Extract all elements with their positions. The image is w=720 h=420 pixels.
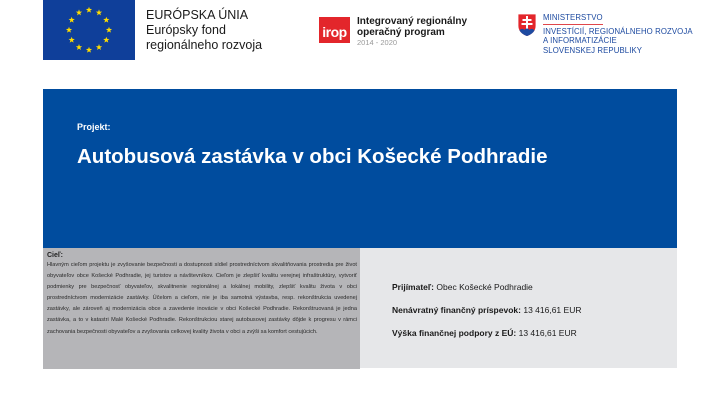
eu-logo-line: EURÓPSKA ÚNIA <box>146 8 249 22</box>
grant-row <box>392 305 581 315</box>
goal-section <box>43 248 360 369</box>
project-banner <box>43 89 677 248</box>
irop-logo-line: operačný program <box>357 27 445 38</box>
ministry-line: A INFORMATIZÁCIE <box>543 36 617 45</box>
grant-label: Nenávratný finančný príspevok: <box>392 305 521 315</box>
eu-logo-line: Európsky fond <box>146 23 226 37</box>
recipient-value: Obec Košecké Podhradie <box>436 282 533 292</box>
goal-text: Hlavným cieľom projektu je zvyšovanie bezpečnosti a dostupnosti sídiel prostredníctvom skvalitňovania prostredia pre život obyvateľov obce Košecké Podhradie, jej turistov a návštevníkov. Cieľom je zlepšiť kvalitu verejnej infraštruktúry, vytvoriť podmienky pre bezpečnosť obyvateľov, skvalitnenie regionálnej a lokálnej mobility, zlepšiť kvalitu života v obci prostredníctvom modernizácie zastávky. Účelom a cieľom, nie je iba samotná výstavba, resp. rekonštrukcia uvedenej zastávky, ale zároveň aj modernizácia obce a zavedenie inovácie v obci Košecké Podhradie. Rekonštruovaná je jedna zastávka, a to v katastri Malé Košecké Podhradie. Rekonštrukciou starej autobusovej zastávky dôjde k progresu v rámci zachovania bezpečnosti obyvateľov a zvyšovania celkovej kvality života v obci a zvýši sa komfort cestujúcich. <box>47 262 357 335</box>
recipient-row <box>392 282 533 292</box>
eu-logo-text <box>146 8 262 53</box>
slovak-coat-of-arms-icon <box>517 13 537 37</box>
ministry-title: MINISTERSTVO <box>543 13 603 25</box>
eu-flag-icon <box>43 0 135 60</box>
ministry-line: INVESTÍCIÍ, REGIONÁLNEHO ROZVOJA <box>543 26 693 36</box>
irop-logo-line: Integrovaný regionálny <box>357 16 468 27</box>
grant-value: 13 416,61 EUR <box>523 305 582 315</box>
goal-heading: Cieľ: <box>47 252 63 259</box>
eu-support-row <box>392 328 577 338</box>
recipient-label: Prijímateľ: <box>392 282 435 292</box>
eu-logo-line: regionálneho rozvoja <box>146 38 263 52</box>
ministry-line: SLOVENSKEJ REPUBLIKY <box>543 45 643 55</box>
eu-support-value: 13 416,61 EUR <box>518 328 577 338</box>
irop-logo-icon: irop <box>319 17 350 43</box>
ministry-logo-text <box>543 13 693 55</box>
irop-logo-text <box>357 16 467 47</box>
irop-years: 2014 - 2020 <box>357 38 398 47</box>
eu-support-label: Výška finančnej podpory z EÚ: <box>392 328 517 338</box>
project-label: Projekt: <box>77 122 111 132</box>
project-title: Autobusová zastávka v obci Košecké Podhradie <box>77 145 548 168</box>
funding-info-section <box>360 248 677 368</box>
